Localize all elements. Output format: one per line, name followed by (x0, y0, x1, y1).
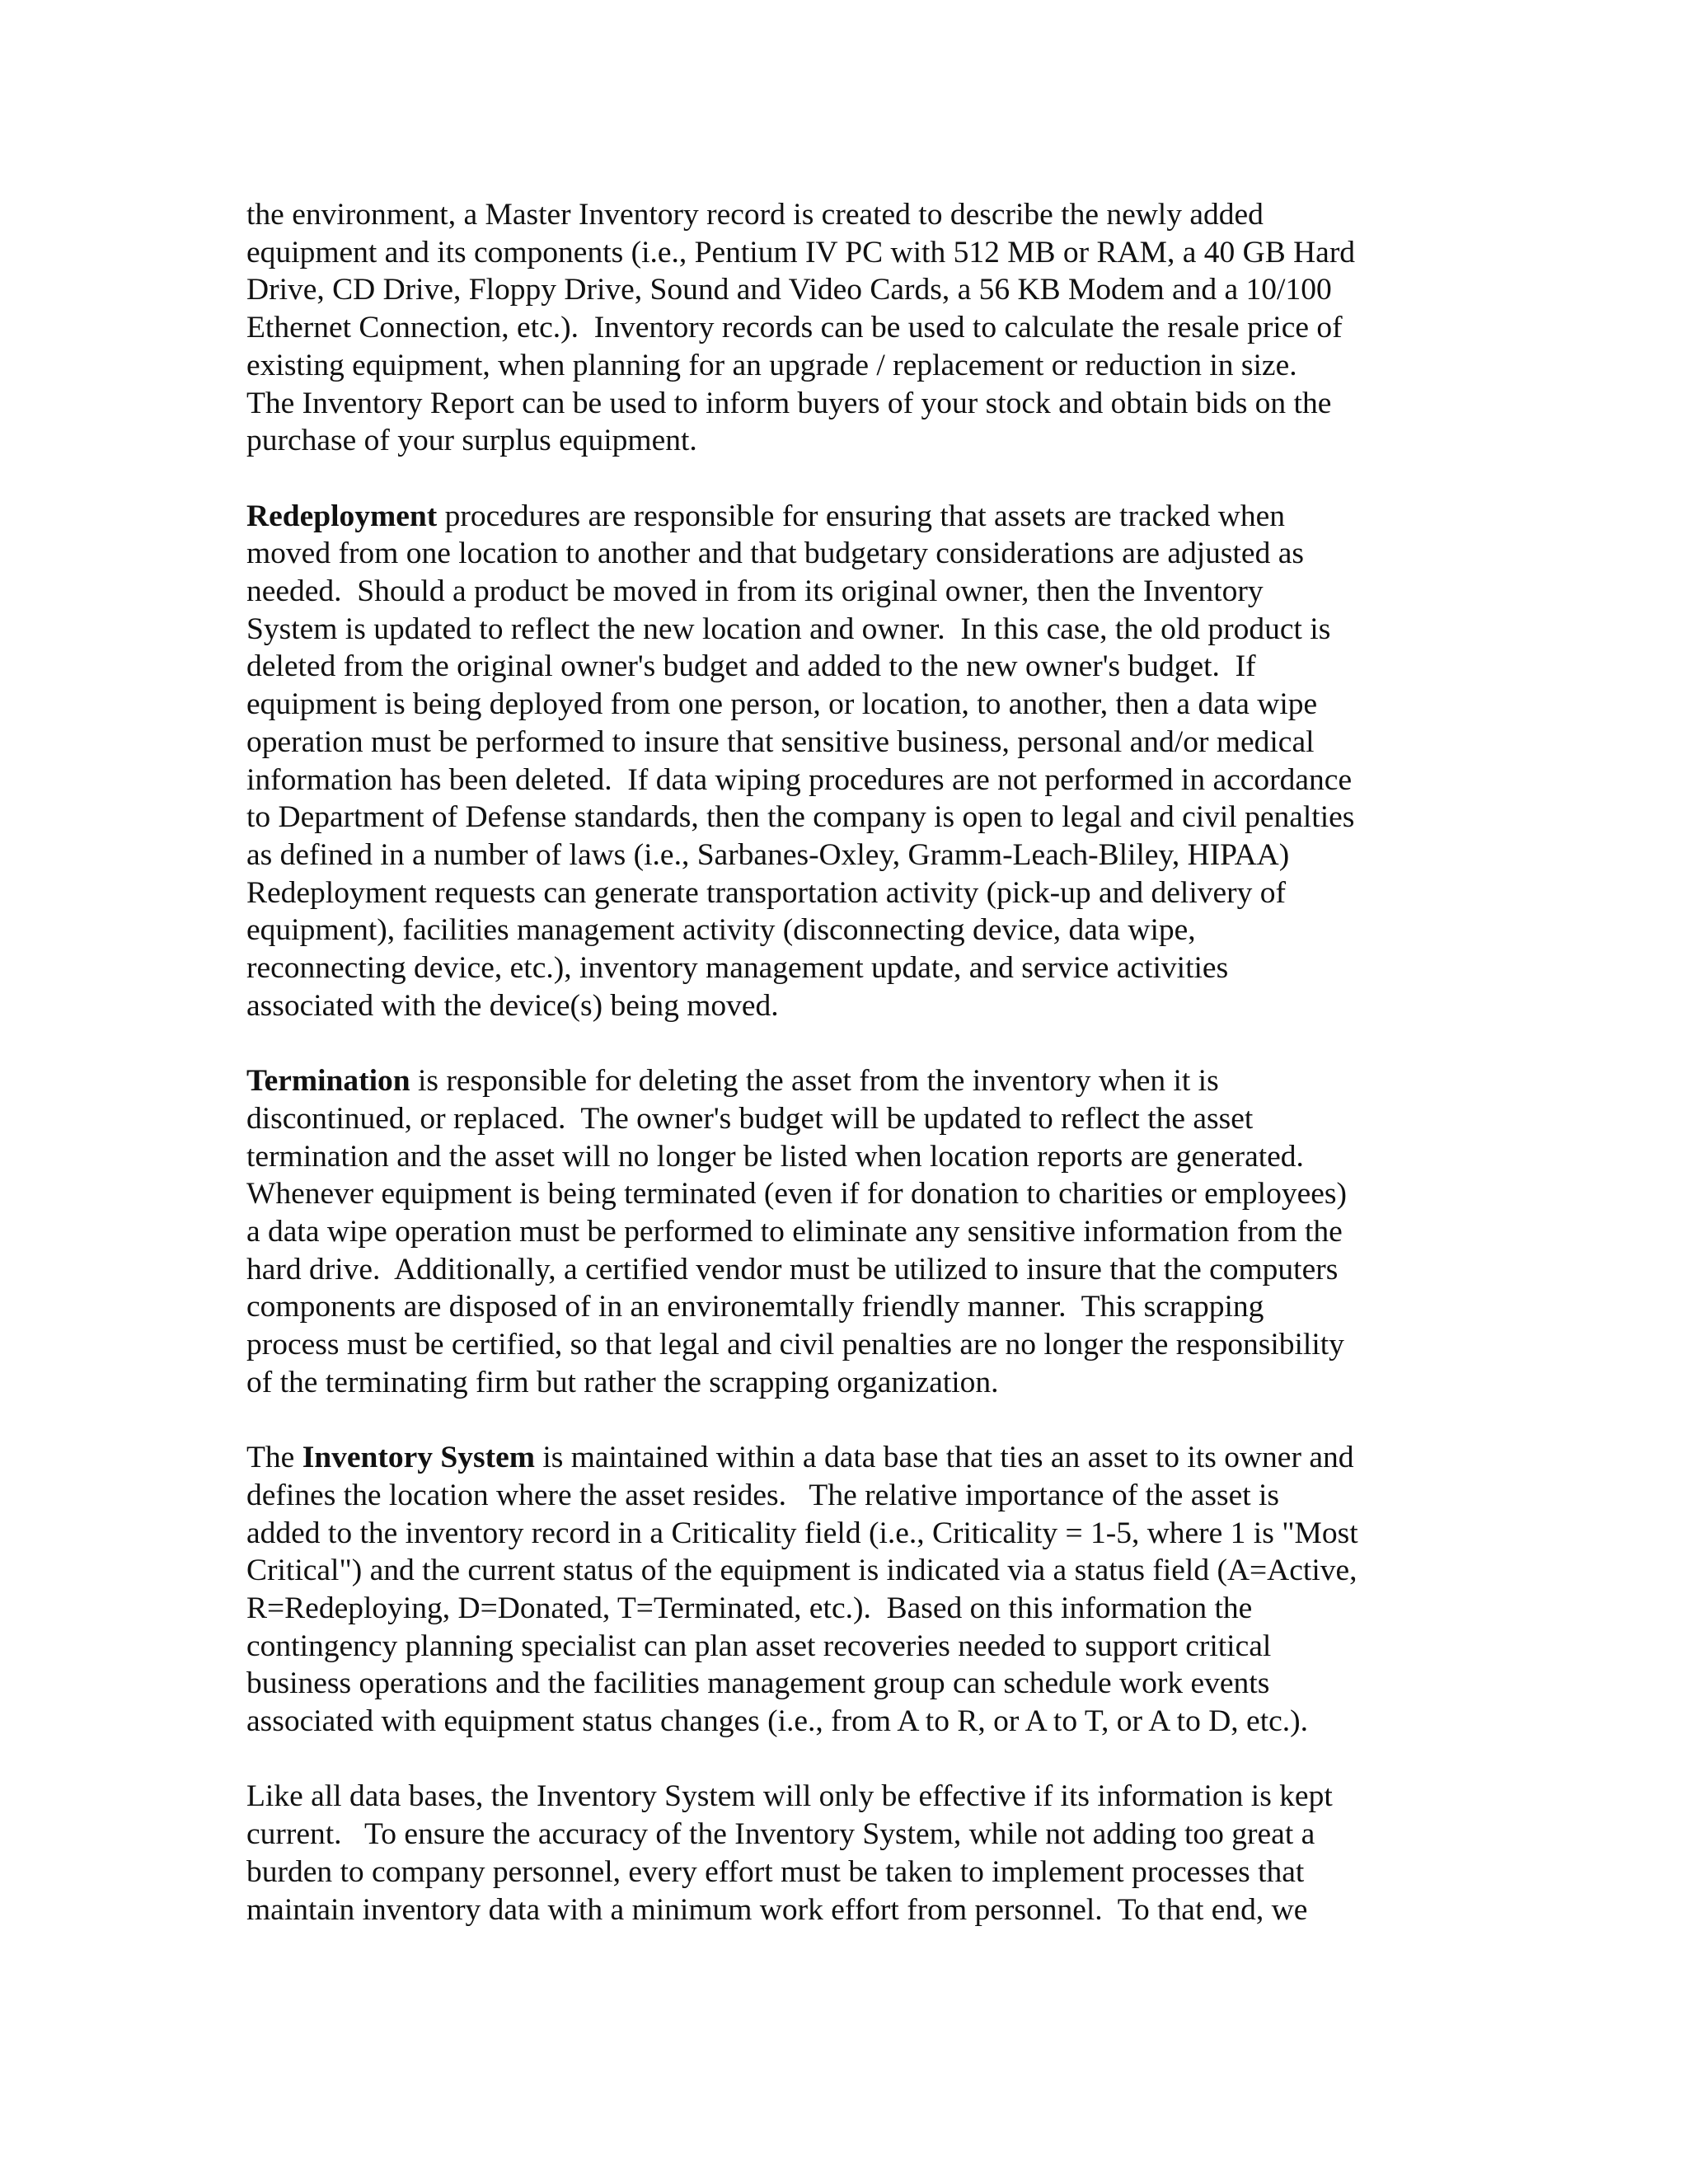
text-line (246, 1515, 1483, 1553)
text-line (246, 1138, 1483, 1176)
text-line (246, 535, 1483, 573)
text-segment: operation must be performed to insure that sensitive business, personal and/or medical (246, 724, 1315, 759)
text-segment: information has been deleted. If data wiping procedures are not performed in accordance (246, 762, 1353, 797)
text-segment: termination and the asset will no longer be listed when location reports are generated. (246, 1139, 1304, 1174)
text-line (246, 1665, 1483, 1703)
text-line (246, 1590, 1483, 1628)
text-line (246, 347, 1483, 385)
text-segment: equipment), facilities management activity (disconnecting device, data wipe, (246, 913, 1196, 948)
text-segment: Critical") and the current status of the equipment is indicated via a status field (A=Active, (246, 1554, 1357, 1588)
text-line (246, 309, 1483, 347)
text-segment: The Inventory Report can be used to inform buyers of your stock and obtain bids on the (246, 386, 1332, 420)
text-line (246, 949, 1483, 987)
text-segment: deleted from the original owner's budget and added to the new owner's budget. If (246, 649, 1256, 684)
text-segment: burden to company personnel, every effort must be taken to implement processes that (246, 1854, 1305, 1889)
text-segment: The (246, 1441, 302, 1475)
text-line (246, 1175, 1483, 1213)
text-line (246, 1778, 1483, 1816)
text-segment: R=Redeploying, D=Donated, T=Terminated, etc.). Based on this information the (246, 1591, 1253, 1625)
text-line (246, 1552, 1483, 1590)
text-line (246, 799, 1483, 837)
text-line (246, 724, 1483, 762)
text-line (246, 1100, 1483, 1138)
text-segment: current. To ensure the accuracy of the Inventory System, while not adding too great a (246, 1817, 1315, 1852)
paragraph (246, 1439, 1483, 1741)
text-segment: moved from one location to another and that budgetary considerations are adjusted as (246, 537, 1304, 571)
bold-term: Redeployment (246, 499, 438, 533)
text-line (246, 686, 1483, 724)
text-line (246, 271, 1483, 309)
text-line (246, 874, 1483, 912)
text-segment: discontinued, or replaced. The owner's budget will be updated to reflect the asset (246, 1101, 1254, 1136)
text-line (246, 234, 1483, 272)
text-segment: associated with equipment status changes (i.e., from A to R, or A to T, or A to D, etc.). (246, 1704, 1309, 1739)
text-segment: equipment is being deployed from one person, or location, to another, then a data wipe (246, 687, 1318, 722)
text-segment: defines the location where the asset resides. The relative importance of the asset is (246, 1478, 1280, 1512)
text-segment: added to the inventory record in a Criticality field (i.e., Criticality = 1-5, where 1 is "Most (246, 1516, 1358, 1550)
text-segment: equipment and its components (i.e., Pentium IV PC with 512 MB or RAM, a 40 GB Hard (246, 235, 1356, 269)
paragraph (246, 498, 1483, 1025)
text-segment: Ethernet Connection, etc.). Inventory records can be used to calculate the resale price of (246, 311, 1343, 345)
text-line (246, 1477, 1483, 1515)
text-segment: of the terminating firm but rather the scrapping organization. (246, 1365, 999, 1399)
text-line (246, 1288, 1483, 1326)
text-segment: purchase of your surplus equipment. (246, 424, 697, 458)
text-segment: the environment, a Master Inventory record is created to describe the newly added (246, 198, 1264, 232)
text-segment: a data wipe operation must be performed to eliminate any sensitive information from the (246, 1214, 1343, 1249)
text-segment: procedures are responsible for ensuring that assets are tracked when (437, 499, 1285, 533)
text-line (246, 573, 1483, 611)
text-line (246, 762, 1483, 799)
text-line (246, 1326, 1483, 1364)
text-line (246, 1213, 1483, 1251)
text-segment: process must be certified, so that legal and civil penalties are no longer the responsibility (246, 1328, 1344, 1362)
paragraph (246, 1778, 1483, 1929)
text-segment: is responsible for deleting the asset from the inventory when it is (410, 1064, 1219, 1099)
text-line (246, 1891, 1483, 1929)
text-line (246, 498, 1483, 536)
text-line (246, 1816, 1483, 1854)
text-segment: existing equipment, when planning for an upgrade / replacement or reduction in size. (246, 348, 1297, 382)
text-line (246, 611, 1483, 649)
text-line (246, 1062, 1483, 1100)
text-line (246, 1251, 1483, 1289)
text-line (246, 196, 1483, 234)
text-segment: System is updated to reflect the new location and owner. In this case, the old product is (246, 612, 1331, 646)
bold-term: Termination (246, 1064, 410, 1099)
document-body (246, 196, 1483, 1966)
text-segment: hard drive. Additionally, a certified vendor must be utilized to insure that the computers (246, 1252, 1339, 1286)
text-line (246, 1439, 1483, 1477)
text-segment: Whenever equipment is being terminated (even if for donation to charities or employees) (246, 1177, 1347, 1212)
text-line (246, 1364, 1483, 1402)
text-segment: business operations and the facilities management group can schedule work events (246, 1666, 1270, 1701)
text-line (246, 1854, 1483, 1891)
text-segment: contingency planning specialist can plan asset recoveries needed to support critical (246, 1629, 1272, 1663)
text-line (246, 987, 1483, 1025)
text-line (246, 1703, 1483, 1741)
text-line (246, 648, 1483, 686)
text-segment: maintain inventory data with a minimum work effort from personnel. To that end, we (246, 1892, 1308, 1927)
text-segment: components are disposed of in an environemtally friendly manner. This scrapping (246, 1290, 1264, 1324)
text-segment: Like all data bases, the Inventory System will only be effective if its information is kept (246, 1779, 1333, 1814)
text-segment: is maintained within a data base that ties an asset to its owner and (534, 1441, 1354, 1475)
bold-term: Inventory System (302, 1441, 535, 1475)
text-segment: Drive, CD Drive, Floppy Drive, Sound and Video Cards, a 56 KB Modem and a 10/100 (246, 273, 1332, 307)
text-line (246, 385, 1483, 423)
text-segment: to Department of Defense standards, then the company is open to legal and civil penalties (246, 800, 1355, 835)
text-segment: Redeployment requests can generate transportation activity (pick-up and delivery of (246, 875, 1287, 910)
text-segment: reconnecting device, etc.), inventory management update, and service activities (246, 951, 1229, 986)
text-segment: associated with the device(s) being moved. (246, 988, 779, 1023)
paragraph (246, 1062, 1483, 1401)
text-segment: needed. Should a product be moved in from its original owner, then the Inventory (246, 574, 1264, 609)
text-line (246, 837, 1483, 874)
text-line (246, 912, 1483, 949)
paragraph (246, 196, 1483, 460)
text-line (246, 1628, 1483, 1666)
text-line (246, 422, 1483, 460)
text-segment: as defined in a number of laws (i.e., Sarbanes-Oxley, Gramm-Leach-Bliley, HIPAA) (246, 837, 1290, 872)
